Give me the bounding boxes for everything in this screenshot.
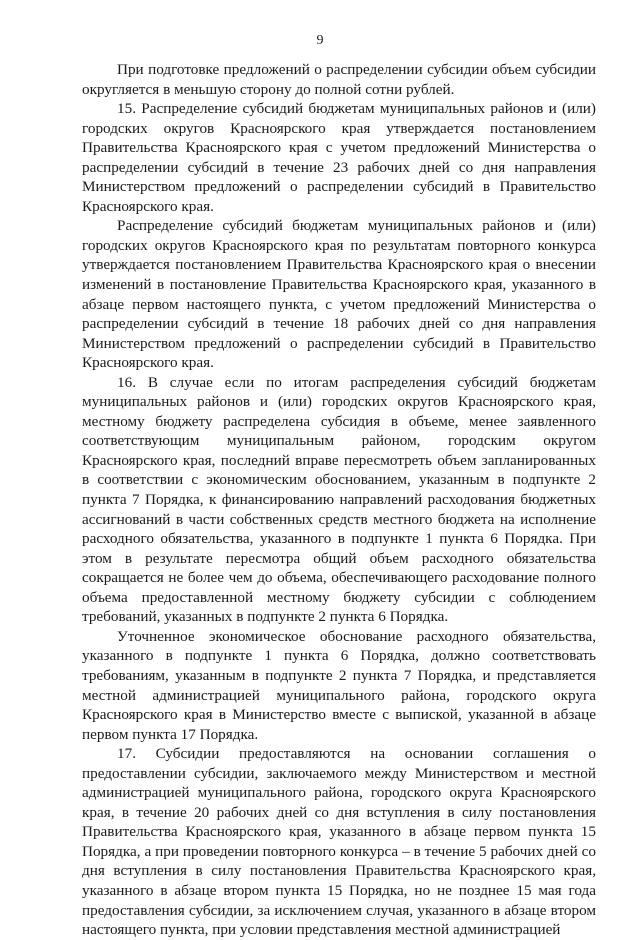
paragraph-item-16: 16. В случае если по итогам распределения субсидий бюджетам муниципальных районов и (или) городских округов Красноярского края, местному бюджету распределена субсидия в объеме, менее заявленного соответствующим муниципальным районом, городским округом Красноярского края, последний вправе пересмотреть объем запланированных в соответствии с экономическим обоснованием, указанным в подпункте 2 пункта 7 Порядка, к финансированию направлений расходования бюджетных ассигнований в части собственных средств местного бюджета на исполнение расходного обязательства, указанного в подпункте 1 пункта 6 Порядка. При этом в результате пересмотра общий объем расходного обязательства сокращается не более чем до объема, обеспечивающего расходование полного объема предоставленной местному бюджету субсидии с соблюдением требований, указанных в подпункте 2 пункта 6 Порядка. bbox=[82, 373, 596, 626]
paragraph-item-15-repeat-contest: Распределение субсидий бюджетам муниципальных районов и (или) городских округов Красноярского края по результатам повторного конкурса утверждается постановлением Правительства Красноярского края о внесении изменений в постановление Правительства Красноярского края, указанного в абзаце первом настоящего пункта, с учетом предложений Министерства о распределении субсидий в течение 18 рабочих дней со дня направления Министерством предложений о распределении субсидий в Правительство Красноярского края. bbox=[82, 217, 596, 372]
page-number: 9 bbox=[316, 33, 324, 48]
paragraph-subsidy-rounding: При подготовке предложений о распределении субсидии объем субсидии округляется в меньшую сторону до полной сотни рублей. bbox=[82, 61, 596, 98]
paragraph-item-16-refined-justification: Уточненное экономическое обоснование расходного обязательства, указанного в подпункте 1 пункта 6 Порядка, должно соответствовать требованиям, указанным в подпункте 2 пункта 7 Порядка, и представляется местной администрацией муниципального района, городского округа Красноярского края в Министерство вместе с выпиской, указанной в абзаце первом пункта 17 Порядка. bbox=[82, 627, 596, 743]
paragraph-item-15: 15. Распределение субсидий бюджетам муниципальных районов и (или) городских округов Красноярского края утверждается постановлением Правительства Красноярского края с учетом предложений Министерства о распределении субсидий в течение 23 рабочих дней со дня направления Министерством предложений о распределении субсидий в Правительство Красноярского края. bbox=[82, 100, 596, 215]
paragraph-item-17: 17. Субсидии предоставляются на основании соглашения о предоставлении субсидии, заключаемого между Министерством и местной администрацией муниципального района, городского округа Красноярского края, в течение 20 рабочих дней со дня вступления в силу постановления Правительства Красноярского края, указанного в абзаце первом пункта 15 Порядка, а при проведении повторного конкурса – в течение 5 рабочих дней со дня вступления в силу постановления Правительства Красноярского края, указанного в абзаце втором пункта 15 Порядка, но не позднее 15 мая года предоставления субсидии, за исключением случая, указанного в абзаце втором настоящего пункта, при условии представления местной администрацией bbox=[82, 745, 596, 939]
document-body bbox=[82, 60, 596, 940]
